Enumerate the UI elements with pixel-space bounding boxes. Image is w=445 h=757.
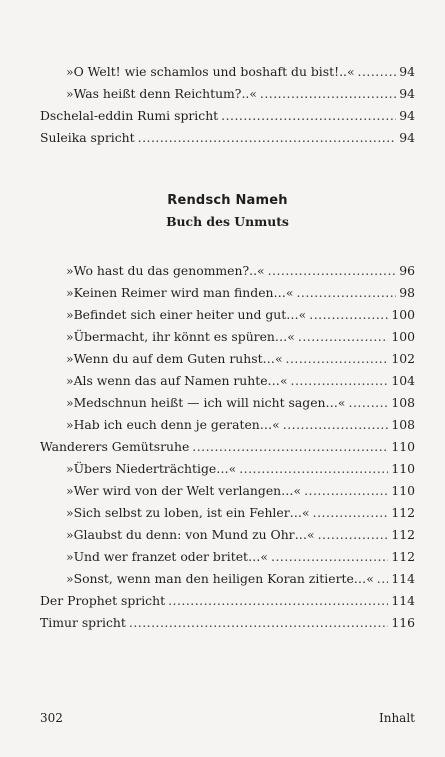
- toc-entry-title: »Befindet sich einer heiter und gut…«: [66, 307, 307, 322]
- toc-entry-page: 108: [391, 417, 415, 432]
- toc-entry-title: Suleika spricht: [40, 130, 135, 145]
- toc-entry-title: »Wer wird von der Welt verlangen…«: [66, 483, 302, 498]
- toc-entry: [66, 481, 415, 501]
- toc-entry: [66, 84, 415, 104]
- toc-entry-page: 100: [391, 307, 415, 322]
- dot-leader: [268, 261, 397, 281]
- dot-leader: [286, 349, 389, 369]
- toc-entry-page: 114: [391, 571, 415, 586]
- toc-entry-title: Wanderers Gemütsruhe: [40, 439, 190, 454]
- dot-leader: [221, 106, 396, 126]
- toc-entry-page: 114: [391, 593, 415, 608]
- toc-entry-title: »Sonst, wenn man den heiligen Koran zitierte…«: [66, 571, 374, 586]
- dot-leader: [298, 327, 388, 347]
- toc-entry-title: »O Welt! wie schamlos und boshaft du bist!..«: [66, 64, 355, 79]
- toc-entry: [66, 349, 415, 369]
- toc-entry-page: 94: [399, 86, 415, 101]
- dot-leader: [138, 128, 397, 148]
- dot-leader: [358, 62, 397, 82]
- dot-leader: [313, 503, 389, 523]
- toc-entry-title: Der Prophet spricht: [40, 593, 166, 608]
- toc-entry-page: 112: [391, 505, 415, 520]
- toc-entry: [66, 283, 415, 303]
- toc-entry-page: 110: [391, 461, 415, 476]
- toc-entry-page: 116: [391, 615, 415, 630]
- toc-entry-title: »Was heißt denn Reichtum?..«: [66, 86, 257, 101]
- toc-entry-page: 100: [391, 329, 415, 344]
- section-subtitle: Buch des Unmuts: [166, 214, 289, 229]
- dot-leader: [260, 84, 396, 104]
- toc-entry-title: »Wo hast du das genommen?..«: [66, 263, 265, 278]
- toc-entry-title: »Glaubst du denn: von Mund zu Ohr…«: [66, 527, 315, 542]
- dot-leader: [291, 371, 389, 391]
- toc-entry-title: »Sich selbst zu loben, ist ein Fehler…«: [66, 505, 310, 520]
- dot-leader: [309, 305, 388, 325]
- dot-leader: [283, 415, 389, 435]
- toc-entry-title: »Medschnun heißt — ich will nicht sagen…«: [66, 395, 346, 410]
- toc-entry-title: »Übers Niederträchtige…«: [66, 461, 237, 476]
- toc-entry: [66, 569, 415, 589]
- toc-entry: [40, 128, 415, 148]
- toc-entry-page: 96: [399, 263, 415, 278]
- toc-entry: [66, 415, 415, 435]
- toc-entry-page: 112: [391, 527, 415, 542]
- dot-leader: [318, 525, 389, 545]
- section-title: Rendsch Nameh: [167, 193, 288, 208]
- dot-leader: [377, 569, 389, 589]
- dot-leader: [168, 591, 388, 611]
- toc-entry-page: 110: [391, 483, 415, 498]
- toc-entry-title: »Wenn du auf dem Guten ruhst…«: [66, 351, 283, 366]
- toc-entry-title: »Und wer franzet oder britet…«: [66, 549, 268, 564]
- toc-entry-page: 94: [399, 64, 415, 79]
- toc-entry: [66, 503, 415, 523]
- toc-entry: [66, 459, 415, 479]
- dot-leader: [349, 393, 389, 413]
- toc-entry: [40, 613, 415, 633]
- toc-entry: [66, 525, 415, 545]
- dot-leader: [239, 459, 388, 479]
- toc-entry: [66, 393, 415, 413]
- toc-entry-title: »Als wenn das auf Namen ruhte…«: [66, 373, 288, 388]
- toc-entry: [66, 371, 415, 391]
- toc-entry: [40, 106, 415, 126]
- toc-entry-page: 94: [399, 130, 415, 145]
- toc-entry-page: 94: [399, 108, 415, 123]
- toc-entry-title: »Übermacht, ihr könnt es spüren…«: [66, 329, 295, 344]
- dot-leader: [192, 437, 388, 457]
- page-number: 302: [40, 711, 63, 725]
- running-head: Inhalt: [378, 711, 415, 725]
- toc-entry: [66, 305, 415, 325]
- toc-entry-title: Timur spricht: [40, 615, 126, 630]
- toc-entry-page: 112: [391, 549, 415, 564]
- dot-leader: [129, 613, 388, 633]
- toc-entry-page: 98: [399, 285, 415, 300]
- dot-leader: [304, 481, 388, 501]
- dot-leader: [271, 547, 388, 567]
- toc-entry: [40, 437, 415, 457]
- toc-entry-page: 108: [391, 395, 415, 410]
- toc-entry-title: »Keinen Reimer wird man finden…«: [66, 285, 294, 300]
- toc-entry: [66, 547, 415, 567]
- toc-entry-page: 104: [391, 373, 415, 388]
- toc-entry: [66, 261, 415, 281]
- toc-entry-title: Dschelal-eddin Rumi spricht: [40, 108, 219, 123]
- dot-leader: [296, 283, 396, 303]
- toc-entry-title: »Hab ich euch denn je geraten…«: [66, 417, 280, 432]
- toc-entry-page: 110: [391, 439, 415, 454]
- toc-entry: [66, 327, 415, 347]
- toc-entry: [66, 62, 415, 82]
- toc-entry-page: 102: [391, 351, 415, 366]
- toc-entry: [40, 591, 415, 611]
